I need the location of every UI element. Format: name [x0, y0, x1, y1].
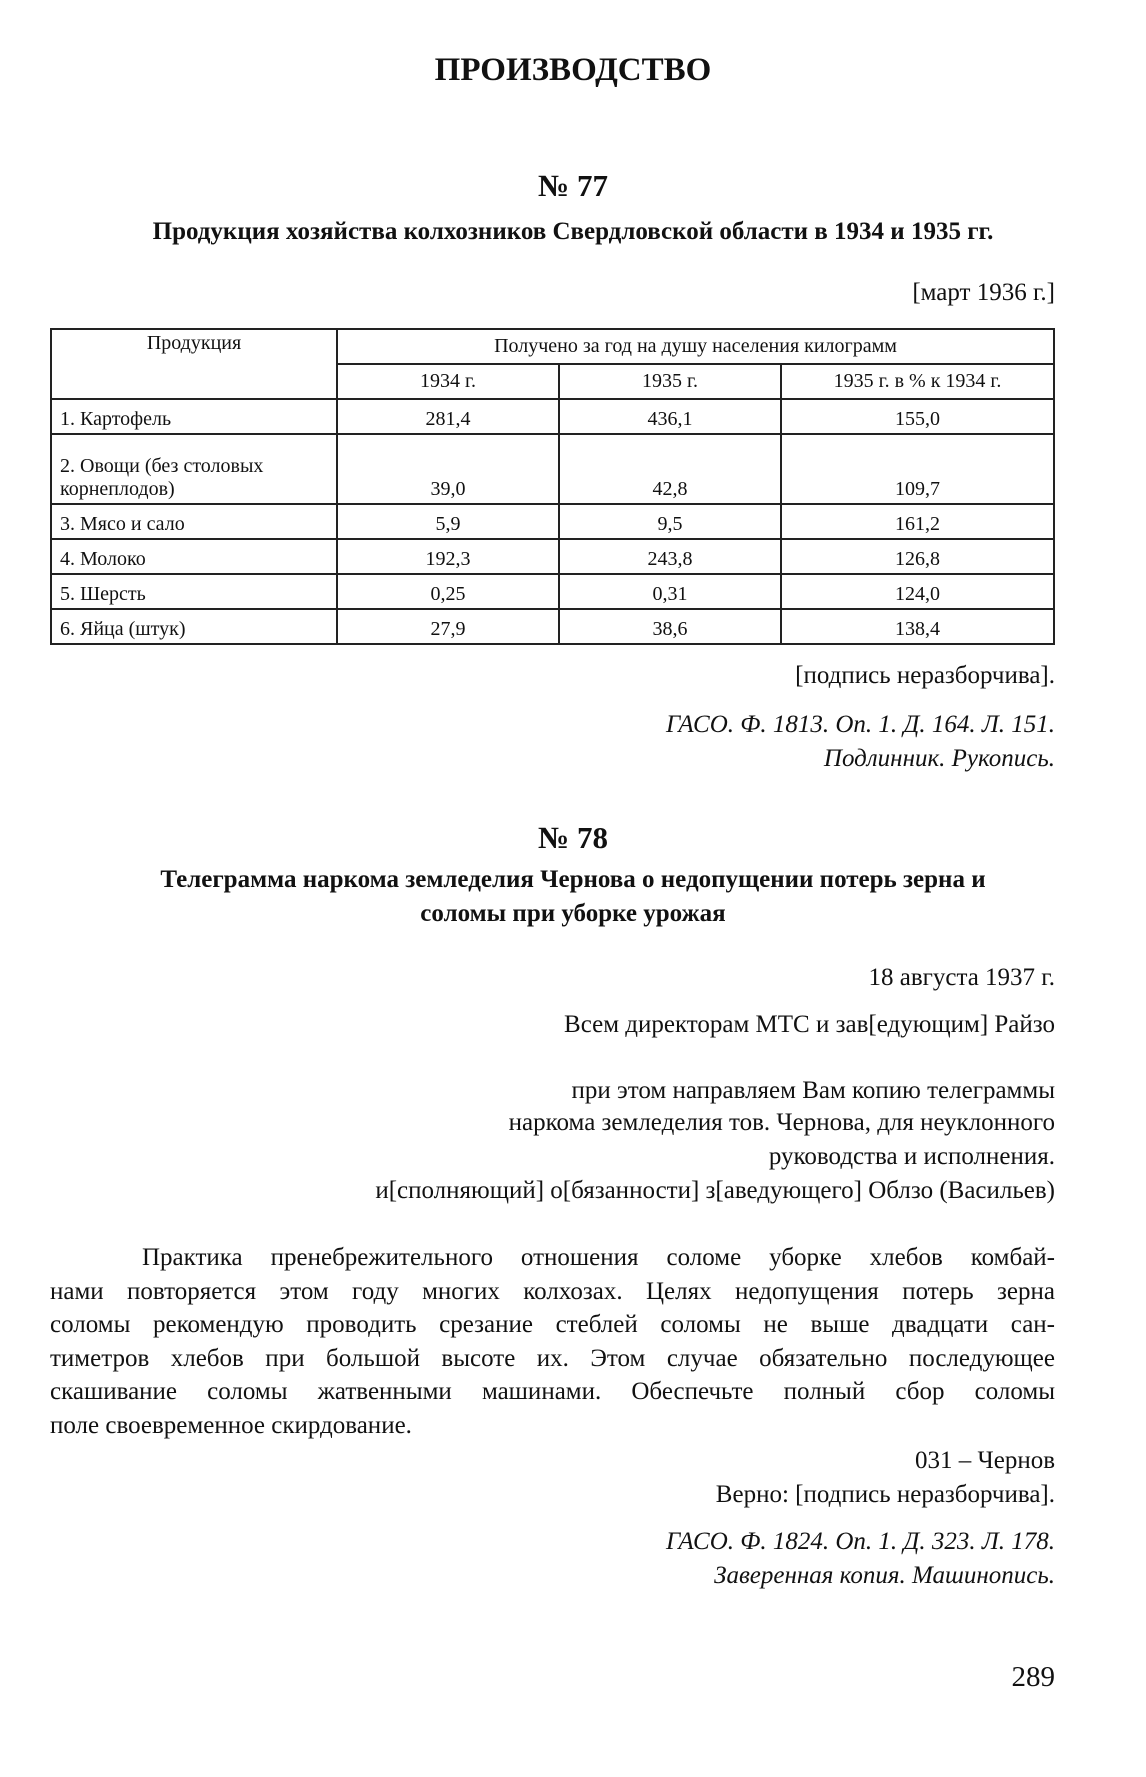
cover-line: при этом направляем Вам копию телеграммы [571, 1077, 1055, 1104]
cell-value: 192,3 [337, 539, 559, 574]
cover-line: руководства и исполнения. [768, 1143, 1055, 1170]
doc78-title-line: Телеграмма наркома земледелия Чернова о недопущении потерь зерна и [160, 866, 986, 893]
cell-product: 4. Молоко [51, 539, 337, 574]
cell-product: 2. Овощи (без столовых корнеплодов) [51, 434, 337, 504]
cell-value: 0,31 [559, 574, 781, 609]
doc77-date: [март 1936 г.] [912, 279, 1055, 306]
cell-value: 155,0 [781, 399, 1054, 434]
doc78-sign-code: 031 – Чернов [914, 1447, 1055, 1474]
production-table [50, 328, 1055, 645]
cell-value: 0,25 [337, 574, 559, 609]
cell-value: 138,4 [781, 609, 1054, 644]
body-line: тиметров хлебов при большой высоте их. Этом случае обязательно последующее [50, 1344, 1055, 1372]
cover-line: и[сполняющий] о[бязанности] з[аведующего] Облзо (Васильев) [375, 1177, 1055, 1204]
telegram-body [50, 1241, 1055, 1443]
header-percent: 1935 г. в % к 1934 г. [781, 364, 1054, 399]
cell-value: 5,9 [337, 504, 559, 539]
table-row [51, 539, 1054, 574]
cell-product: 3. Мясо и сало [51, 504, 337, 539]
doc77-archive: ГАСО. Ф. 1813. Оп. 1. Д. 164. Л. 151. [666, 711, 1055, 738]
cell-value: 39,0 [337, 434, 559, 504]
header-1934: 1934 г. [337, 364, 559, 399]
cell-value: 42,8 [559, 434, 781, 504]
section-title: ПРОИЗВОДСТВО [434, 52, 712, 88]
doc78-certified: Верно: [подпись неразборчива]. [715, 1481, 1055, 1508]
header-1935: 1935 г. [559, 364, 781, 399]
doc78-archive: ГАСО. Ф. 1824. Оп. 1. Д. 323. Л. 178. [666, 1528, 1055, 1555]
cell-product: 1. Картофель [51, 399, 337, 434]
doc77-number: № 77 [538, 168, 608, 203]
body-line: Практика пренебрежительного отношения соломе уборке хлебов комбай- [142, 1244, 1055, 1271]
table-row [51, 609, 1054, 644]
table-row [51, 434, 1054, 504]
doc77-source-type: Подлинник. Рукопись. [823, 745, 1055, 772]
doc78-addressee: Всем директорам МТС и зав[едующим] Райзо [564, 1011, 1055, 1038]
cell-value: 38,6 [559, 609, 781, 644]
page-number: 289 [1011, 1661, 1055, 1693]
header-product: Продукция [51, 329, 337, 399]
table-row [51, 574, 1054, 609]
body-line: поле своевременное скирдование. [50, 1411, 412, 1439]
cell-value: 109,7 [781, 434, 1054, 504]
cell-value: 9,5 [559, 504, 781, 539]
body-line: нами повторяется этом году многих колхозах. Целях недопущения потерь зерна [50, 1277, 1055, 1305]
cell-value: 161,2 [781, 504, 1054, 539]
body-line: скашивание соломы жатвенными машинами. Обеспечьте полный сбор соломы [50, 1378, 1055, 1406]
cell-value: 27,9 [337, 609, 559, 644]
doc77-signature: [подпись неразборчива]. [795, 662, 1055, 689]
header-group: Получено за год на душу населения килограмм [337, 329, 1054, 364]
table-row [51, 399, 1054, 434]
table-row [51, 504, 1054, 539]
doc78-date: 18 августа 1937 г. [868, 964, 1055, 991]
doc78-title-line: соломы при уборке урожая [420, 900, 726, 927]
cell-value: 126,8 [781, 539, 1054, 574]
doc78-source-type: Заверенная копия. Машинопись. [714, 1562, 1055, 1589]
cell-value: 243,8 [559, 539, 781, 574]
body-line: соломы рекомендую проводить срезание стеблей соломы не выше двадцати сан- [50, 1311, 1055, 1339]
cell-value: 436,1 [559, 399, 781, 434]
cell-value: 281,4 [337, 399, 559, 434]
cell-product: 5. Шерсть [51, 574, 337, 609]
doc78-number: № 78 [538, 820, 608, 855]
cover-line: наркома земледелия тов. Чернова, для неуклонного [508, 1109, 1055, 1136]
cell-value: 124,0 [781, 574, 1054, 609]
cell-product: 6. Яйца (штук) [51, 609, 337, 644]
doc77-title: Продукция хозяйства колхозников Свердловской области в 1934 и 1935 гг. [152, 218, 994, 245]
